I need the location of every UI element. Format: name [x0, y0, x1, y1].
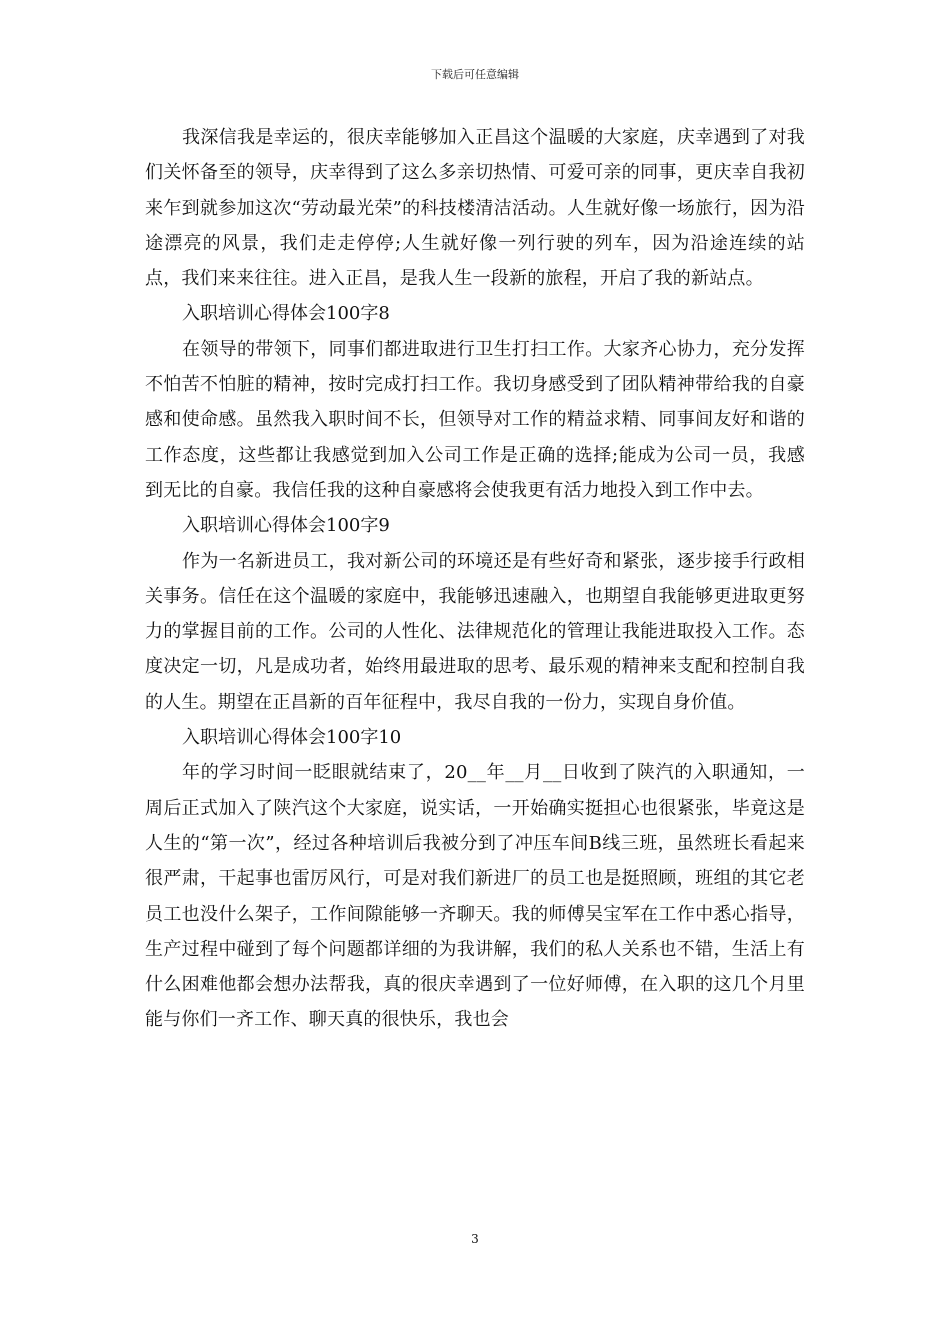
paragraph: 作为一名新进员工，我对新公司的环境还是有些好奇和紧张，逐步接手行政相关事务。信任在这个温暖的家庭中，我能够迅速融入，也期望自我能够更进取更努力的掌握目前的工作。公司的人性化、法律规范化的管理让我能进取投入工作。态度决定一切，凡是成功者，始终用最进取的思考、最乐观的精神来支配和控制自我的人生。期望在正昌新的百年征程中，我尽自我的一份力，实现自身价值。: [145, 550, 805, 713]
page-header-note: 下载后可任意编辑: [431, 68, 519, 81]
document-body: [145, 120, 805, 1038]
section-heading: 入职培训心得体会100字9: [182, 515, 390, 537]
section-heading: 入职培训心得体会100字10: [182, 727, 402, 749]
paragraph: 年的学习时间一眨眼就结束了，20__年__月__日收到了陕汽的入职通知，一周后正式加入了陕汽这个大家庭，说实话，一开始确实挺担心也很紧张，毕竟这是人生的“第一次”，经过各种培训后我被分到了冲压车间B线三班，虽然班长看起来很严肃，干起事也雷厉风行，可是对我们新进厂的员工也是挺照顾，班组的其它老员工也没什么架子，工作间隙能够一齐聊天。我的师傅吴宝军在工作中悉心指导，生产过程中碰到了每个问题都详细的为我讲解，我们的私人关系也不错，生活上有什么困难他都会想办法帮我，真的很庆幸遇到了一位好师傅，在入职的这几个月里能与你们一齐工作、聊天真的很快乐，我也会: [145, 762, 805, 1031]
page-number: 3: [471, 1232, 479, 1246]
section-heading: 入职培训心得体会100字8: [182, 303, 390, 325]
paragraph: 我深信我是幸运的，很庆幸能够加入正昌这个温暖的大家庭，庆幸遇到了对我们关怀备至的领导，庆幸得到了这么多亲切热情、可爱可亲的同事，更庆幸自我初来乍到就参加这次“劳动最光荣”的科技楼清洁活动。人生就好像一场旅行，因为沿途漂亮的风景，我们走走停停;人生就好像一列行驶的列车，因为沿途连续的站点，我们来来往往。进入正昌，是我人生一段新的旅程，开启了我的新站点。: [145, 127, 805, 290]
paragraph: 在领导的带领下，同事们都进取进行卫生打扫工作。大家齐心协力，充分发挥不怕苦不怕脏的精神，按时完成打扫工作。我切身感受到了团队精神带给我的自豪感和使命感。虽然我入职时间不长，但领导对工作的精益求精、同事间友好和谐的工作态度，这些都让我感觉到加入公司工作是正确的选择;能成为公司一员，我感到无比的自豪。我信任我的这种自豪感将会使我更有活力地投入到工作中去。: [145, 338, 805, 501]
